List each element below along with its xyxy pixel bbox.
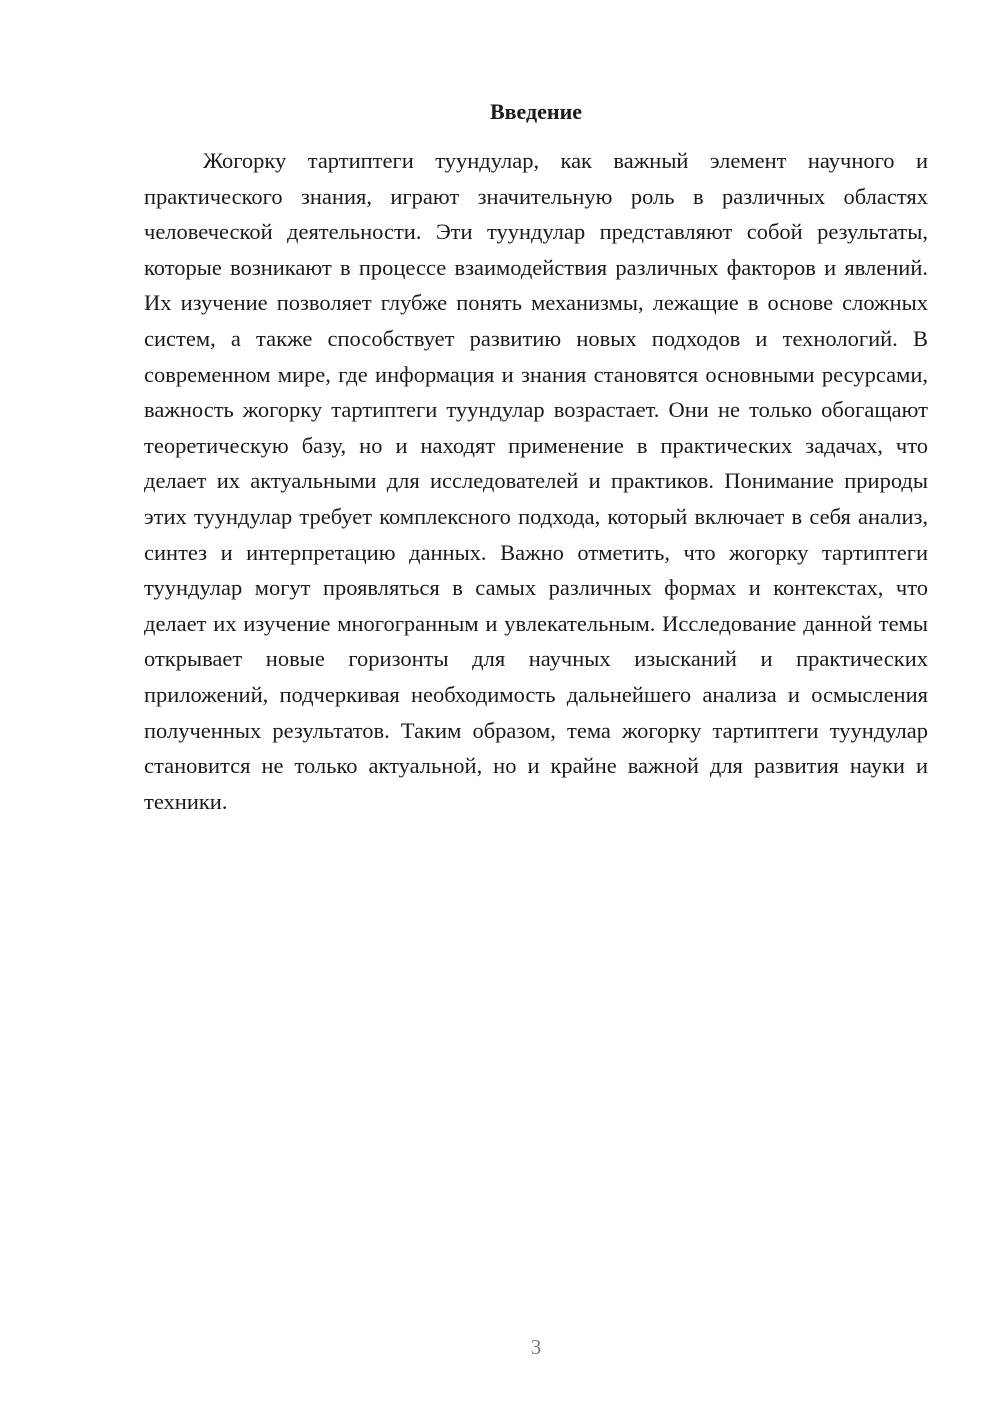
page-number: 3 [530,1335,542,1359]
section-heading: Введение [489,99,583,124]
body-paragraph: Жогорку тартиптеги туундулар, как важный элемент научного и практического знания, играют значительную роль в различных областях человеческой деятельности. Эти туундулар представляют собой результаты, которые возникают в процессе взаимодействия различных факторов и явлений. Их изучение позволяет глубже понять механизмы, лежащие в основе сложных систем, а также способствует развитию новых подходов и технологий. В современном мире, где информация и знания становятся основными ресурсами, важность жогорку тартиптеги туундулар возрастает. Они не только обогащают теоретическую базу, но и находят применение в практических задачах, что делает их актуальными для исследователей и практиков. Понимание природы этих туундулар требует комплексного подхода, который включает в себя анализ, синтез и интерпретацию данных. Важно отметить, что жогорку тартиптеги туундулар могут проявляться в самых различных формах и контекстах, что делает их изучение многогранным и увлекательным. Исследование данной темы открывает новые горизонты для научных изысканий и практических приложений, подчеркивая необходимость дальнейшего анализа и осмысления полученных результатов. Таким образом, тема жогорку тартиптеги туундулар становится не только актуальной, но и крайне важной для развития науки и техники. [144,148,928,814]
